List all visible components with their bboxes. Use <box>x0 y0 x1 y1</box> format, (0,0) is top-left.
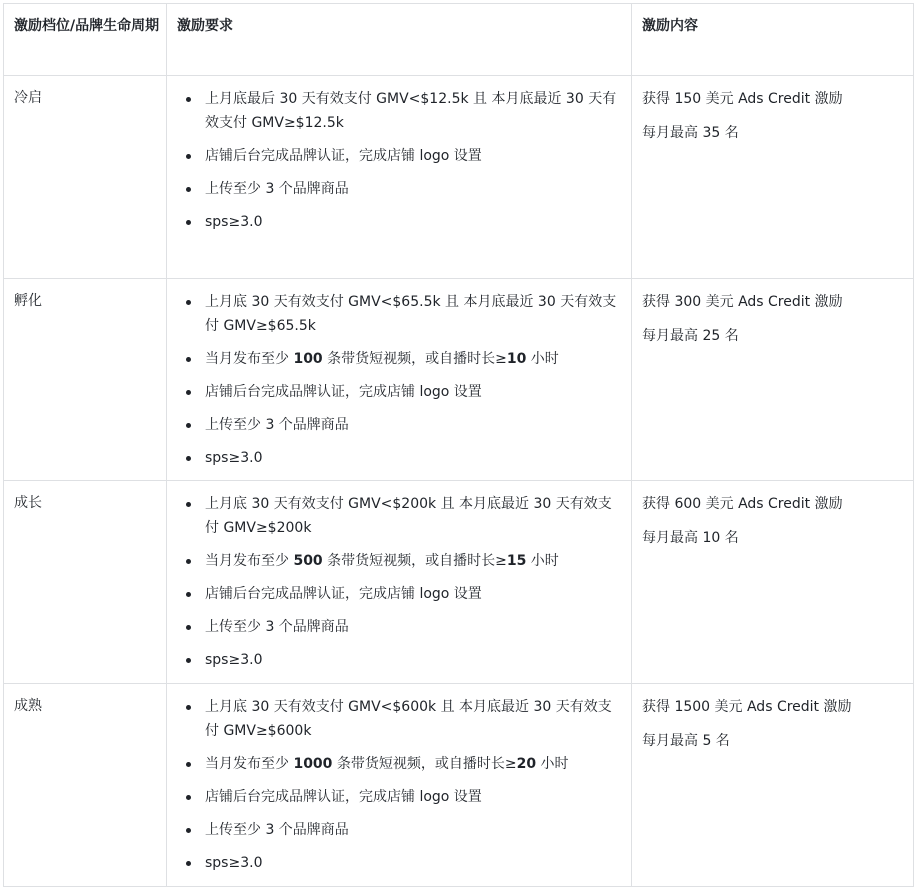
requirement-text: 店铺后台完成品牌认证，完成店铺 logo 设置 <box>205 789 482 805</box>
incentive-table <box>3 3 914 887</box>
reward-quota: 每月最高 5 名 <box>642 733 730 749</box>
requirement-item <box>205 144 623 168</box>
requirement-item <box>205 752 623 776</box>
requirement-item <box>205 818 623 842</box>
tier-cell: 成熟 <box>4 684 167 887</box>
reward-amount: 获得 300 美元 Ads Credit 激励 <box>642 294 843 310</box>
requirements-list <box>177 492 631 672</box>
requirement-text: 小时 <box>526 351 559 367</box>
reward-quota: 每月最高 10 名 <box>642 530 739 546</box>
requirement-text: 上传至少 3 个品牌商品 <box>205 181 349 197</box>
reward-amount: 获得 150 美元 Ads Credit 激励 <box>642 91 843 107</box>
requirement-item <box>205 290 623 338</box>
requirement-item <box>205 615 623 639</box>
header-tier: 激励档位/品牌生命周期 <box>4 4 167 76</box>
reward-cell <box>632 684 914 887</box>
requirement-item <box>205 413 623 437</box>
requirement-text: 小时 <box>526 553 559 569</box>
requirement-text: 条带货短视频，或自播时长≥ <box>322 553 507 569</box>
requirement-item <box>205 582 623 606</box>
requirement-text: 条带货短视频，或自播时长≥ <box>332 756 517 772</box>
requirement-text: 小时 <box>536 756 569 772</box>
requirement-emphasis: 500 <box>293 553 323 569</box>
requirement-emphasis: 100 <box>293 351 323 367</box>
reward-quota: 每月最高 25 名 <box>642 328 739 344</box>
reward-cell <box>632 76 914 279</box>
header-requirements: 激励要求 <box>167 4 632 76</box>
requirement-text: 条带货短视频，或自播时长≥ <box>322 351 507 367</box>
requirement-emphasis: 10 <box>506 351 527 367</box>
requirement-text: 上传至少 3 个品牌商品 <box>205 822 349 838</box>
requirements-cell <box>167 481 632 684</box>
table-row <box>4 279 914 481</box>
requirements-list <box>177 87 631 234</box>
requirement-item <box>205 87 623 135</box>
table-row <box>4 481 914 684</box>
requirement-text: 当月发布至少 <box>205 553 294 569</box>
tier-cell: 成长 <box>4 481 167 684</box>
requirements-cell <box>167 76 632 279</box>
reward-amount: 获得 600 美元 Ads Credit 激励 <box>642 496 843 512</box>
requirement-text: sps≥3.0 <box>205 450 263 466</box>
requirement-item <box>205 648 623 672</box>
requirement-item <box>205 695 623 743</box>
requirement-text: 上传至少 3 个品牌商品 <box>205 417 349 433</box>
requirement-text: 当月发布至少 <box>205 756 294 772</box>
requirement-text: sps≥3.0 <box>205 855 263 871</box>
requirement-text: 上月底 30 天有效支付 GMV<$200k 且 本月底最近 30 天有效支付 GMV≥$200k <box>205 496 612 536</box>
requirement-item <box>205 177 623 201</box>
requirement-text: 当月发布至少 <box>205 351 294 367</box>
requirement-text: 上月底最后 30 天有效支付 GMV<$12.5k 且 本月底最近 30 天有效支付 GMV≥$12.5k <box>205 91 617 131</box>
header-reward: 激励内容 <box>632 4 914 76</box>
reward-amount: 获得 1500 美元 Ads Credit 激励 <box>642 699 852 715</box>
requirement-item <box>205 549 623 573</box>
requirements-cell <box>167 279 632 481</box>
tier-cell: 冷启 <box>4 76 167 279</box>
table-row <box>4 76 914 279</box>
requirement-text: 上传至少 3 个品牌商品 <box>205 619 349 635</box>
requirement-text: sps≥3.0 <box>205 652 263 668</box>
requirement-text: 店铺后台完成品牌认证，完成店铺 logo 设置 <box>205 586 482 602</box>
requirement-text: sps≥3.0 <box>205 214 263 230</box>
tier-cell: 孵化 <box>4 279 167 481</box>
reward-quota: 每月最高 35 名 <box>642 125 739 141</box>
table-header-row <box>4 4 914 76</box>
reward-cell <box>632 481 914 684</box>
table-row <box>4 684 914 887</box>
requirement-emphasis: 15 <box>506 553 527 569</box>
requirement-item <box>205 851 623 875</box>
requirement-item <box>205 210 623 234</box>
requirements-list <box>177 290 631 470</box>
requirement-item <box>205 492 623 540</box>
requirement-item <box>205 785 623 809</box>
requirement-text: 上月底 30 天有效支付 GMV<$65.5k 且 本月底最近 30 天有效支付 GMV≥$65.5k <box>205 294 617 334</box>
requirement-item <box>205 380 623 404</box>
requirement-text: 上月底 30 天有效支付 GMV<$600k 且 本月底最近 30 天有效支付 GMV≥$600k <box>205 699 612 739</box>
requirement-text: 店铺后台完成品牌认证，完成店铺 logo 设置 <box>205 384 482 400</box>
requirements-list <box>177 695 631 875</box>
requirement-item <box>205 446 623 470</box>
requirements-cell <box>167 684 632 887</box>
requirement-emphasis: 1000 <box>293 756 333 772</box>
requirement-text: 店铺后台完成品牌认证，完成店铺 logo 设置 <box>205 148 482 164</box>
requirement-emphasis: 20 <box>516 756 537 772</box>
reward-cell <box>632 279 914 481</box>
requirement-item <box>205 347 623 371</box>
